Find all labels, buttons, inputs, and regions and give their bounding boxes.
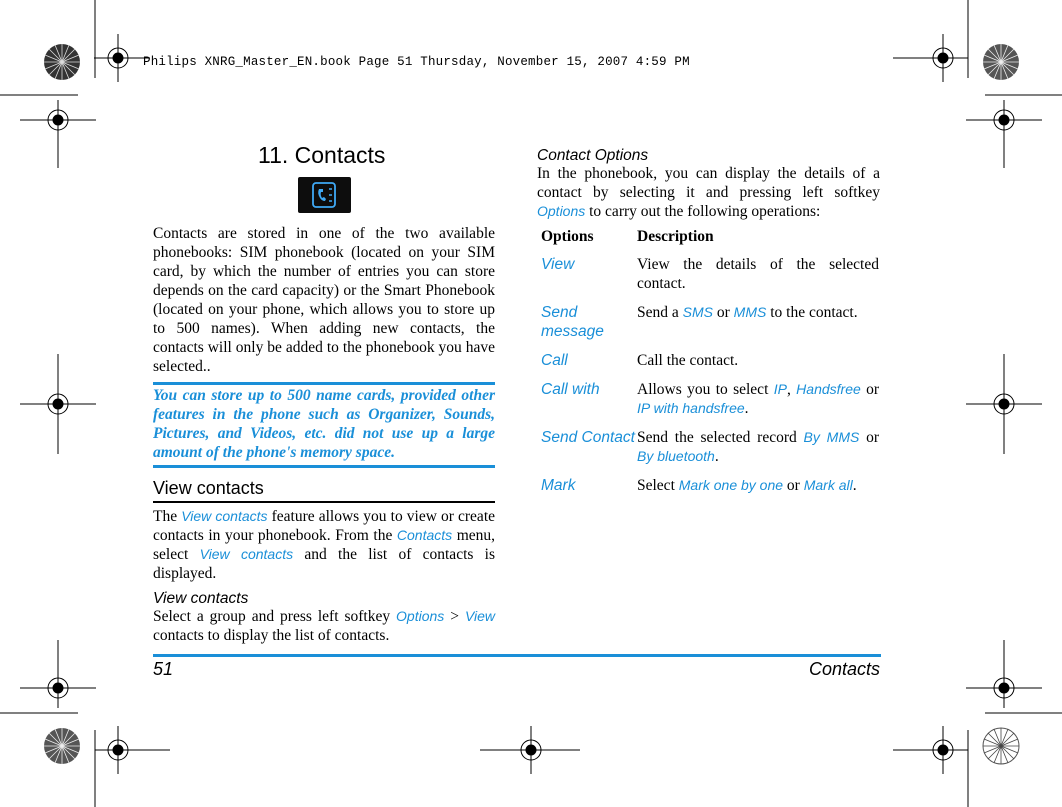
footer-section-title: Contacts: [808, 659, 880, 679]
intro-paragraph: Contacts are stored in one of the two available phonebooks: SIM phonebook (located on your SIM card, by which the number of entries you can store depends on the card capacity) or the Smart Phonebook (located on your phone, which allows you to store up to 500 names). When adding new contacts, the contacts will only be added to the phonebook you have selected..: [153, 225, 495, 375]
column-header-options: Options: [541, 228, 594, 245]
ui-term-view-contacts: View contacts: [199, 546, 294, 562]
contact-options-table: [537, 228, 879, 505]
contact-options-paragraph: In the phonebook, you can display the details of a contact by selecting it and pressing left softkey Options to carry out the following operations:: [537, 165, 880, 220]
print-header: Philips XNRG_Master_EN.book Page 51 Thursday, November 15, 2007 4:59 PM: [143, 55, 690, 69]
option-name: View: [541, 256, 575, 273]
ui-term-view-contacts: View contacts: [181, 508, 268, 524]
option-name: Call: [541, 352, 568, 369]
option-name: Send Contact: [541, 429, 635, 446]
option-description: Send the selected record By MMS or By bluetooth.: [637, 429, 880, 465]
table-row: [537, 351, 879, 380]
table-row: [537, 303, 879, 351]
ui-term-contacts: Contacts: [396, 527, 453, 543]
column-header-description: Description: [637, 228, 714, 245]
subheading-contact-options: Contact Options: [537, 147, 649, 164]
option-description: Select Mark one by one or Mark all.: [637, 477, 857, 494]
contacts-phonebook-icon: [298, 177, 351, 213]
subheading-view-contacts: View contacts: [153, 590, 249, 607]
option-name: Send message: [541, 304, 604, 340]
view-contacts-steps: Select a group and press left softkey Options > View contacts to display the list of contacts.: [153, 608, 496, 644]
option-description: Send a SMS or MMS to the contact.: [637, 304, 858, 321]
chapter-title: 11. Contacts: [258, 142, 386, 168]
view-contacts-paragraph: The View contacts feature allows you to view or create contacts in your phonebook. From the Contacts menu, select View contacts and the list of contacts is displayed.: [153, 508, 496, 582]
ui-term-options: Options: [396, 608, 445, 624]
option-description: Call the contact.: [637, 352, 739, 369]
option-description: Allows you to select IP, Handsfree or IP with handsfree.: [637, 381, 880, 417]
ui-term-options: Options: [537, 203, 586, 219]
ui-term-view: View: [464, 608, 496, 624]
footer-rule: [153, 654, 881, 657]
memory-tip: You can store up to 500 name cards, provided other features in the phone such as Organizer, Sounds, Pictures, and Videos, etc. did not use up a large amount of the phone's memory space.: [153, 382, 495, 468]
option-description: View the details of the selected contact.: [637, 256, 879, 292]
section-heading-view-contacts: View contacts: [153, 478, 495, 503]
page-number: 51: [153, 659, 174, 679]
option-name: Mark: [541, 477, 576, 494]
table-row: [537, 255, 879, 303]
option-name: Call with: [541, 381, 600, 398]
table-row: [537, 476, 879, 505]
table-row: [537, 380, 879, 428]
table-header-row: [537, 228, 879, 255]
table-row: [537, 428, 879, 476]
